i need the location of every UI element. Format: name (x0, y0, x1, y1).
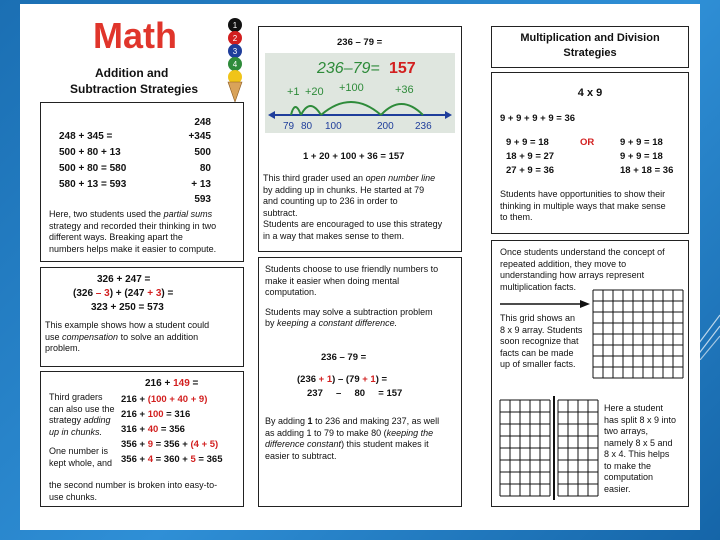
nl-photo-equation: 236–79= (317, 60, 380, 77)
svg-text:1: 1 (232, 21, 238, 30)
four-by-nine-box (491, 72, 689, 234)
fxn-description: Students have opportunities to show their thinking in multiple ways that make sense to them. (500, 189, 666, 222)
chunks-row-3: 316 + 40 = 356 (121, 424, 185, 435)
svg-text:4: 4 (232, 60, 238, 69)
comp-line-2: (326 – 3) + (247 + 3) = (73, 288, 174, 299)
nl-tick-4: 200 (377, 121, 394, 132)
number-line-box (258, 26, 462, 252)
nl-tick-1: 79 (283, 121, 295, 132)
chunks-side-text: Third graders can also use the strategy adding up in chunks. One number is kept whole, and (49, 392, 115, 468)
chunks-row-2: 216 + 100 = 316 (121, 409, 191, 420)
fn-description: By adding 1 to 236 and making 237, as well as adding 1 to 79 to make 80 (keeping the difference constant) this student makes it easier to subtract. (265, 416, 440, 461)
ps-horiz-1: 248 + 345 = (59, 131, 113, 142)
nl-description: This third grader used an open number line by adding up in chunks. He started at 79 and counting up to 236 in order to subtract. Students are encouraged to use this strategy in a way that makes sense to them. (263, 173, 443, 241)
fn-eq-2: (236 + 1) – (79 + 1) = (297, 374, 388, 385)
friendly-numbers-box (258, 257, 462, 507)
nl-photo (265, 53, 455, 133)
grid-8x9-array (592, 289, 684, 381)
ps-description: Here, two students used the partial sums strategy and recorded their thinking in two different ways. Breaking apart the numbers helps make it easier to compute. (49, 209, 217, 254)
svg-text:2: 2 (232, 34, 238, 43)
arrays-grid-text: This grid shows an 8 x 9 array. Students soon recognize that facts can be made up of smaller facts. (500, 313, 583, 369)
fxn-right-1: 9 + 9 = 18 (620, 137, 663, 148)
fxn-right-2: 9 + 9 = 18 (620, 151, 663, 162)
array-arrow-icon (500, 299, 590, 309)
arrays-split-text: Here a student has split 8 x 9 into two arrays, namely 8 x 5 and 8 x 4. This helps to make the computation easier. (604, 403, 677, 494)
nl-jump-3: +100 (339, 82, 364, 94)
chunks-bottom-text: the second number is broken into easy-to- use chunks. (49, 480, 218, 502)
ps-vert-3: 500 (194, 147, 211, 158)
multiplication-header-box (491, 26, 689, 68)
ps-horiz-4: 580 + 13 = 593 (59, 179, 127, 190)
fxn-or: OR (580, 137, 595, 148)
math-strategies-sheet (20, 4, 700, 530)
fn-eq-3: 237 – 80 = 157 (307, 388, 403, 399)
chunks-box (40, 371, 244, 507)
open-number-line-drawing (265, 53, 455, 133)
nl-header: 236 – 79 = (337, 37, 383, 48)
ps-horiz-2: 500 + 80 + 13 (59, 147, 121, 158)
fxn-repeated: 9 + 9 + 9 + 9 = 36 (500, 113, 576, 124)
chunks-row-4: 356 + 9 = 356 + (4 + 5) (121, 439, 219, 450)
ps-vert-2: +345 (188, 131, 211, 142)
nl-photo-answer: 157 (389, 60, 416, 77)
ps-vert-4: 80 (199, 163, 211, 174)
fxn-left-1: 9 + 9 = 18 (506, 137, 549, 148)
nl-tick-2: 80 (301, 121, 313, 132)
nl-jump-4: +36 (395, 84, 414, 96)
ps-vert-5: + 13 (191, 179, 211, 190)
comp-line-1: 326 + 247 = (97, 274, 151, 285)
page-title: Math (93, 15, 177, 56)
partial-sums-box (40, 102, 244, 262)
ice-cream-cone-icon (220, 16, 250, 102)
compensation-box (40, 267, 244, 367)
ps-vert-6: 593 (194, 194, 211, 205)
fxn-right-3: 18 + 18 = 36 (620, 165, 674, 176)
nl-tick-5: 236 (415, 121, 432, 132)
arrays-box (491, 240, 689, 507)
chunks-top: 216 + 149 = (145, 378, 199, 389)
fxn-title: 4 x 9 (577, 87, 603, 99)
arrays-intro: Once students understand the concept of repeated addition, they move to understanding how arrays represent multiplication facts. (500, 247, 665, 292)
nl-sum: 1 + 20 + 100 + 36 = 157 (303, 151, 405, 162)
header-title-area (20, 4, 245, 100)
fn-eq-1: 236 – 79 = (321, 352, 367, 363)
ps-horiz-3: 500 + 80 = 580 (59, 163, 127, 174)
fxn-left-2: 18 + 9 = 27 (506, 151, 555, 162)
nl-jump-2: +20 (305, 86, 324, 98)
nl-jump-1: +1 (287, 86, 300, 98)
subtitle-line-2: Subtraction Strategies (70, 82, 199, 96)
mult-header-line-2: Strategies (563, 47, 617, 59)
split-array-8x5-8x4 (498, 396, 602, 504)
fn-intro: Students choose to use friendly numbers to make it easier when doing mental computation. Students may solve a subtraction problem by keeping a constant difference. (265, 264, 439, 328)
comp-line-3: 323 + 250 = 573 (91, 302, 164, 313)
fxn-left-3: 27 + 9 = 36 (506, 165, 555, 176)
mult-header-line-1: Multiplication and Division (520, 32, 660, 44)
chunks-row-1: 216 + (100 + 40 + 9) (121, 394, 208, 405)
nl-tick-3: 100 (325, 121, 342, 132)
subtitle-line-1: Addition and (95, 66, 169, 80)
chunks-row-5: 356 + 4 = 360 + 5 = 365 (121, 454, 223, 465)
comp-description: This example shows how a student could use compensation to solve an addition problem. (45, 320, 210, 353)
ps-vert-1: 248 (194, 117, 211, 128)
svg-text:3: 3 (232, 47, 238, 56)
